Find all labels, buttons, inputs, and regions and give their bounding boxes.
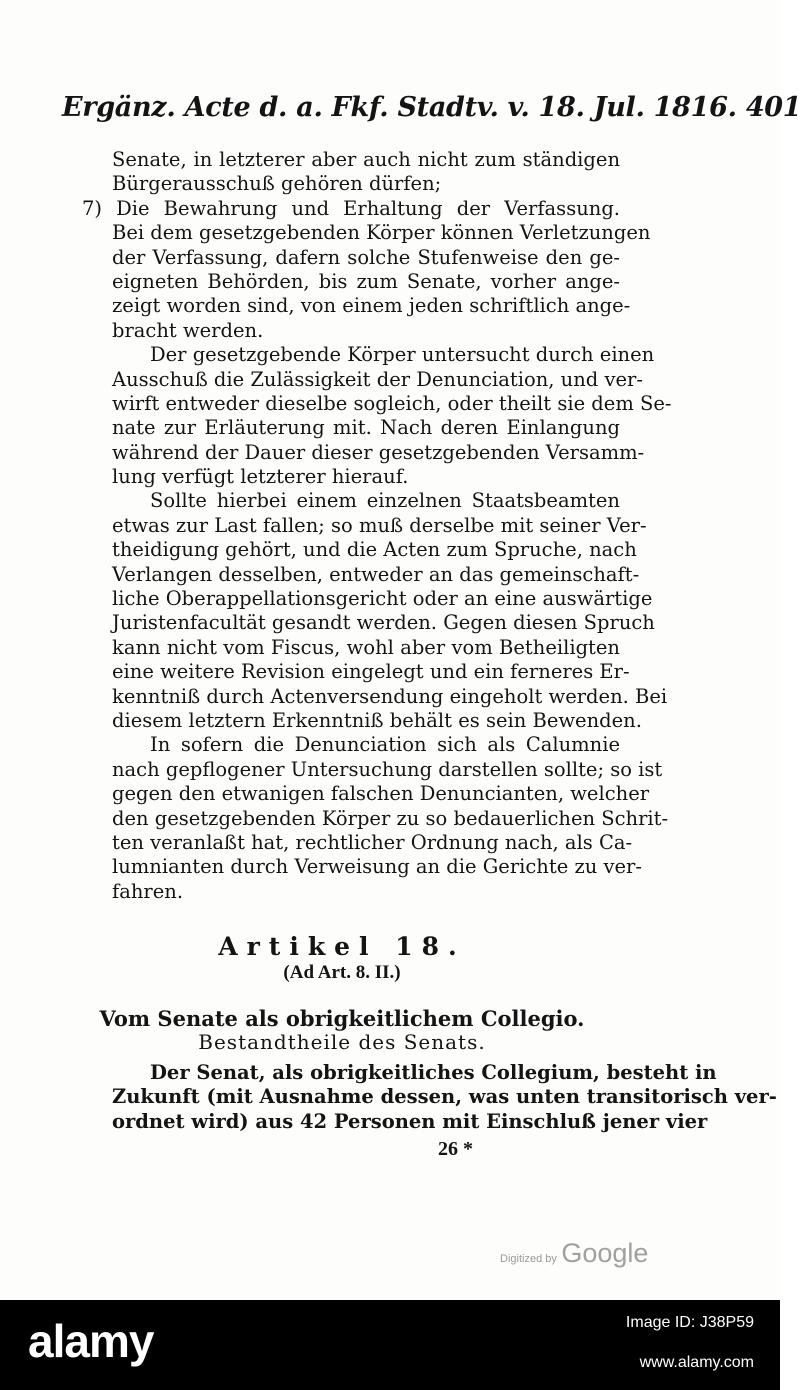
article-title: Artikel 18. [218,932,466,961]
body-text-line: liche Oberappellationsgericht oder an eine auswärtige [112,587,653,611]
body-text-line: Bei dem gesetzgebenden Körper können Verletzungen [112,221,651,245]
body-text-line: lumnianten durch Verweisung an die Gerichte zu ver- [112,855,642,879]
watermark-logo: Google [561,1238,649,1268]
body-text [82,148,672,904]
body-text-line: während der Dauer dieser gesetzgebenden Versamm- [112,440,645,464]
body-text-line: etwas zur Last fallen; so muß derselbe mit seiner Ver- [112,513,647,537]
body-text-line: kenntniß durch Actenversendung eingeholt werden. Bei [112,684,668,708]
body-text-line: wirft entweder dieselbe sogleich, oder theilt sie dem Se- [112,391,672,415]
watermark-prefix: Digitized by [500,1253,557,1265]
body-text-line: lung verfügt letzterer hierauf. [112,465,409,489]
running-header: Ergänz. Acte d. a. Fkf. Stadtv. v. 18. Jul. 1816. 401 [62,92,801,123]
article-text [112,1061,777,1134]
body-text-line: diesem letztern Erkenntniß behält es sein Bewenden. [112,708,642,732]
signature-mark: 26 * [438,1138,473,1160]
body-text-line: Ausschuß die Zulässigkeit der Denunciation, und ver- [112,367,643,391]
body-text-line: Sollte hierbei einem einzelnen Staatsbeamten [150,489,620,513]
body-text-line: nate zur Erläuterung mit. Nach deren Einlangung [112,416,620,440]
body-text-line: gegen den etwanigen falschen Denuncianten, welcher [112,782,650,806]
body-text-line: ten veranlaßt hat, rechtlicher Ordnung nach, als Ca- [112,830,633,854]
body-text-line: Der gesetzgebende Körper untersucht durch einen [150,343,655,367]
site-url: www.alamy.com [639,1354,754,1371]
alamy-logo: alamy [28,1315,154,1367]
body-text-line: In sofern die Denunciation sich als Calumnie [150,733,620,757]
body-text-line: Juristenfacultät gesandt werden. Gegen diesen Spruch [112,611,655,635]
body-text-line: eigneten Behörden, bis zum Senate, vorher ange- [112,269,620,293]
body-text-line: theidigung gehört, und die Acten zum Spruche, nach [112,538,637,562]
stock-banner [0,1300,780,1390]
body-text-line: zeigt worden sind, von einem jeden schriftlich ange- [112,294,631,318]
section-subtitle: Bestandtheile des Senats. [198,1030,486,1054]
body-text-line: 7) Die Bewahrung und Erhaltung der Verfassung. [82,196,620,220]
section-title: Vom Senate als obrigkeitlichem Collegio. [99,1006,585,1031]
body-text-line: den gesetzgebenden Körper zu so bedauerlichen Schrit- [112,806,669,830]
body-text-line: Senate, in letzterer aber auch nicht zum ständigen [112,148,620,171]
body-text-line: bracht werden. [112,318,264,342]
body-text-line: der Verfassung, dafern solche Stufenweise den ge- [112,245,620,269]
article-text-line: Zukunft (mit Ausnahme dessen, was unten transitorisch ver- [112,1085,777,1109]
article-reference: (Ad Art. 8. II.) [283,962,401,983]
body-text-line: eine weitere Revision eingelegt und ein ferneres Er- [112,660,630,684]
body-text-line: Bürgerausschuß gehören dürfen; [112,172,442,196]
image-id: Image ID: J38P59 [625,1314,754,1331]
body-text-line: nach gepflogener Untersuchung darstellen sollte; so ist [112,757,663,781]
body-text-line: kann nicht vom Fiscus, wohl aber vom Betheiligten [112,635,620,659]
article-text-line: Der Senat, als obrigkeitliches Collegium, besteht in [150,1061,717,1084]
body-text-line: fahren. [112,879,184,903]
article-text-line: ordnet wird) aus 42 Personen mit Einschluß jener vier [112,1109,708,1133]
body-text-line: Verlangen desselben, entweder an das gemeinschaft- [112,562,640,586]
google-watermark [500,1238,648,1269]
